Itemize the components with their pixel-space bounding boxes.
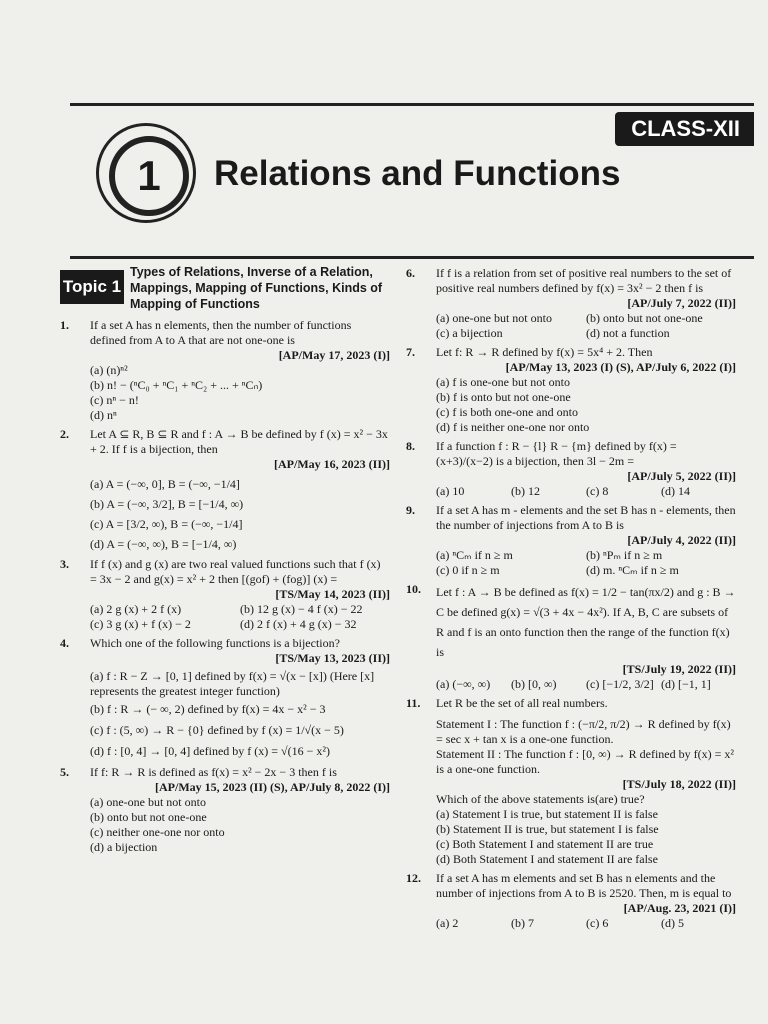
chapter-title: Relations and Functions: [214, 154, 621, 193]
question-source: [AP/July 4, 2022 (II)]: [627, 533, 736, 547]
chapter-number: 1: [109, 136, 189, 216]
question-number: 12.: [406, 871, 421, 885]
option: (c) 0 if n ≥ m: [436, 563, 500, 577]
option: (d) a bijection: [90, 840, 158, 854]
question-text: If f: R → R is defined as f(x) = x² − 2x − 3 then f is: [90, 765, 337, 779]
option: (b) n! − (ⁿC₀ + ⁿC₁ + ⁿC₂ + ... + ⁿCₙ): [90, 378, 263, 392]
question-5: [60, 765, 390, 855]
option: (d) nⁿ: [90, 408, 117, 422]
option: (a) f is one-one but not onto: [436, 375, 570, 389]
question-text: If a set A has n elements, then the number of functions defined from A to A that are not one-one is: [90, 318, 352, 347]
question-source: [TS/May 13, 2023 (II)]: [275, 651, 390, 665]
left-column: [60, 318, 390, 859]
question-source: [AP/May 17, 2023 (I)]: [278, 348, 390, 362]
option: (c) 8: [586, 484, 609, 498]
option: (b) 12 g (x) − 4 f (x) − 22: [240, 602, 363, 616]
question-12: [406, 871, 736, 931]
option: (b) 12: [511, 484, 540, 498]
question-number: 8.: [406, 439, 415, 453]
option: (c) f : (5, ∞) → R − {0} defined by f (x) = 1/√(x − 5): [90, 723, 344, 737]
option: (b) f : R → (− ∞, 2) defined by f(x) = 4x − x² − 3: [90, 702, 326, 716]
question-number: 5.: [60, 765, 69, 779]
option: (c) [−1/2, 3/2]: [586, 677, 654, 691]
option: (a) one-one but not onto: [90, 795, 206, 809]
option: (a) A = (−∞, 0], B = (−∞, −1/4]: [90, 477, 240, 491]
option: (b) f is onto but not one-one: [436, 390, 571, 404]
option: (a) one-one but not onto: [436, 311, 552, 325]
question-number: 11.: [406, 696, 421, 710]
option: (b) [0, ∞): [511, 677, 557, 691]
question-text: Which one of the following functions is a bijection?: [90, 636, 340, 650]
option: (d) f is neither one-one nor onto: [436, 420, 590, 434]
option: (d) 2 f (x) + 4 g (x) − 32: [240, 617, 357, 631]
topic-badge: Topic 1: [60, 270, 124, 304]
question-text: If a function f : R − {l} R − {m} defined by f(x) = (x+3)/(x−2) is a bijection, then 3l − 2m =: [436, 439, 677, 468]
question-source: [TS/July 19, 2022 (II)]: [622, 662, 736, 676]
question-text: If f is a relation from set of positive real numbers to the set of positive real numbers defined by f(x) = 3x² − 2 then f is: [436, 266, 732, 295]
option: (c) nⁿ − n!: [90, 393, 139, 407]
right-column: [406, 266, 736, 935]
option: (a) Statement I is true, but statement II is false: [436, 807, 658, 821]
question-prompt: Which of the above statements is(are) true?: [436, 792, 645, 806]
option: (a) 10: [436, 484, 465, 498]
question-11: [406, 696, 736, 867]
option: (d) m. ⁿCₘ if n ≥ m: [586, 563, 679, 577]
question-source: [AP/July 5, 2022 (II)]: [627, 469, 736, 483]
option: (a) f : R − Z → [0, 1] defined by f(x) = √(x − [x]) (Here [x] represents the greatest integer function): [90, 669, 375, 698]
question-number: 4.: [60, 636, 69, 650]
question-number: 3.: [60, 557, 69, 571]
statement-2: Statement II : The function f : [0, ∞) → R defined by f(x) = x² is a one-one function.: [436, 747, 734, 776]
topic-title: Types of Relations, Inverse of a Relation, Mappings, Mapping of Functions, Kinds of Mapping of Functions: [130, 265, 383, 311]
option: (a) 2: [436, 916, 459, 930]
question-number: 6.: [406, 266, 415, 280]
option: (a) (−∞, ∞): [436, 677, 491, 691]
question-source: [AP/May 15, 2023 (II) (S), AP/July 8, 2022 (I)]: [155, 780, 390, 794]
question-2: [60, 427, 390, 552]
option: (a) ⁿCₘ if n ≥ m: [436, 548, 513, 562]
question-number: 10.: [406, 582, 421, 596]
option: (c) 3 g (x) + f (x) − 2: [90, 617, 191, 631]
question-source: [AP/May 13, 2023 (I) (S), AP/July 6, 2022 (I)]: [505, 360, 736, 374]
option: (d) not a function: [586, 326, 670, 340]
option: (c) A = [3/2, ∞), B = (−∞, −1/4]: [90, 517, 243, 531]
question-source: [TS/May 14, 2023 (II)]: [275, 587, 390, 601]
option: (b) 7: [511, 916, 534, 930]
question-4: [60, 636, 390, 759]
question-text: Let f : A → B be defined as f(x) = 1/2 − tan(πx/2) and g : B → C be defined g(x) = √(3 + 4x − 4x²). If A, B, C are subsets of R and f is an onto function then the range of the function f(x) is: [436, 585, 736, 659]
option: (d) 5: [661, 916, 684, 930]
question-8: [406, 439, 736, 499]
option: (b) A = (−∞, 3/2], B = [−1/4, ∞): [90, 497, 244, 511]
question-number: 2.: [60, 427, 69, 441]
question-number: 7.: [406, 345, 415, 359]
option: (d) f : [0, 4] → [0, 4] defined by f (x) = √(16 − x²): [90, 744, 330, 758]
question-source: [TS/July 18, 2022 (II)]: [622, 777, 736, 791]
question-10: [406, 582, 736, 692]
question-text: Let R be the set of all real numbers.: [436, 696, 608, 710]
option: (b) ⁿPₘ if n ≥ m: [586, 548, 663, 562]
chapter-number-circle: [96, 123, 196, 223]
option: (d) 14: [661, 484, 690, 498]
option: (d) [−1, 1]: [661, 677, 711, 691]
question-7: [406, 345, 736, 435]
class-badge: CLASS-XII: [615, 112, 754, 146]
question-3: [60, 557, 390, 632]
option: (c) neither one-one nor onto: [90, 825, 225, 839]
option: (d) Both Statement I and statement II are false: [436, 852, 658, 866]
option: (b) Statement II is true, but statement I is false: [436, 822, 659, 836]
question-1: [60, 318, 390, 423]
question-number: 1.: [60, 318, 69, 332]
question-6: [406, 266, 736, 341]
option: (c) Both Statement I and statement II are true: [436, 837, 654, 851]
option: (b) onto but not one-one: [586, 311, 703, 325]
option: (c) 6: [586, 916, 609, 930]
option: (a) (n)ⁿ²: [90, 363, 128, 377]
statement-1: Statement I : The function f : (−π/2, π/2) → R defined by f(x) = sec x + tan x is a one-one function.: [436, 717, 731, 746]
option: (d) A = (−∞, ∞), B = [−1/4, ∞): [90, 537, 237, 551]
option: (c) a bijection: [436, 326, 503, 340]
question-source: [AP/Aug. 23, 2021 (I)]: [623, 901, 736, 915]
question-text: If a set A has m elements and set B has n elements and the number of injections from A to B is 2520. Then, m is equal to: [436, 871, 732, 900]
option: (c) f is both one-one and onto: [436, 405, 578, 419]
option: (b) onto but not one-one: [90, 810, 207, 824]
question-source: [AP/May 16, 2023 (II)]: [274, 457, 390, 471]
question-number: 9.: [406, 503, 415, 517]
option: (a) 2 g (x) + 2 f (x): [90, 602, 182, 616]
question-text: If f (x) and g (x) are two real valued functions such that f (x) = 3x − 2 and g(x) = x² + 2 then [(gof) + (fog)] (x) =: [90, 557, 381, 586]
question-text: If a set A has m - elements and the set B has n - elements, then the number of injections from A to B is: [436, 503, 736, 532]
question-source: [AP/July 7, 2022 (II)]: [627, 296, 736, 310]
question-9: [406, 503, 736, 578]
question-text: Let A ⊆ R, B ⊆ R and f : A → B be defined by f (x) = x² − 3x + 2. If f is a bijection, then: [90, 427, 388, 456]
question-text: Let f: R → R defined by f(x) = 5x⁴ + 2. Then: [436, 345, 653, 359]
